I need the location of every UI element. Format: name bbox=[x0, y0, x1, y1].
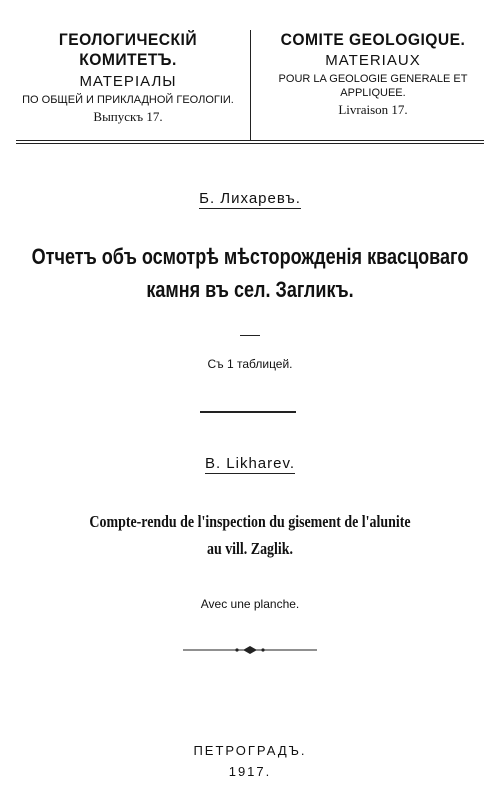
ornament-rule-icon bbox=[183, 645, 317, 655]
header-rule-2 bbox=[16, 143, 484, 144]
series-title-fr: MATERIAUX bbox=[325, 52, 421, 70]
committee-title-ru: ГЕОЛОГИЧЕСКІЙ КОМИТЕТЪ. bbox=[58, 30, 198, 70]
committee-title-fr: COMITE GEOLOGIQUE. bbox=[280, 30, 466, 49]
header-left bbox=[16, 30, 240, 125]
series-subtitle-fr: POUR LA GEOLOGIE GENERALE ET APPLIQUEE. bbox=[278, 73, 468, 99]
title-ru bbox=[0, 240, 500, 306]
note-fr: Avec une planche. bbox=[200, 597, 300, 611]
title-fr-line2: au vill. Zaglik. bbox=[207, 539, 293, 559]
author-fr: B. Likharev. bbox=[204, 455, 296, 472]
title-fr bbox=[0, 508, 500, 562]
header-rule bbox=[16, 140, 484, 141]
imprint bbox=[0, 741, 500, 783]
header-divider bbox=[250, 30, 251, 140]
section-rule bbox=[200, 411, 296, 413]
author-ru: Б. Лихаревъ. bbox=[199, 190, 301, 207]
header-right bbox=[262, 30, 484, 117]
note-ru: Съ 1 таблицей. bbox=[207, 357, 293, 371]
title-ru-line2: камня въ сел. Загликъ. bbox=[146, 277, 354, 302]
title-fr-line1: Compte-rendu de l'inspection du gisement de l'alunite bbox=[89, 512, 411, 531]
issue-fr: Livraison 17. bbox=[338, 101, 408, 117]
imprint-city: ПЕТРОГРАДЪ. bbox=[193, 743, 307, 758]
title-ru-line1: Отчетъ объ осмотрѣ мѣсторожденія квасцоваго bbox=[31, 244, 469, 269]
issue-ru: Выпускъ 17. bbox=[93, 108, 163, 124]
imprint-year: 1917. bbox=[228, 763, 272, 779]
series-title-ru: МАТЕРІАЛЫ bbox=[79, 72, 177, 90]
series-subtitle-ru: ПО ОБЩЕЙ И ПРИКЛАДНОЙ ГЕОЛОГІИ. bbox=[22, 93, 234, 106]
short-rule-ru bbox=[240, 335, 260, 336]
